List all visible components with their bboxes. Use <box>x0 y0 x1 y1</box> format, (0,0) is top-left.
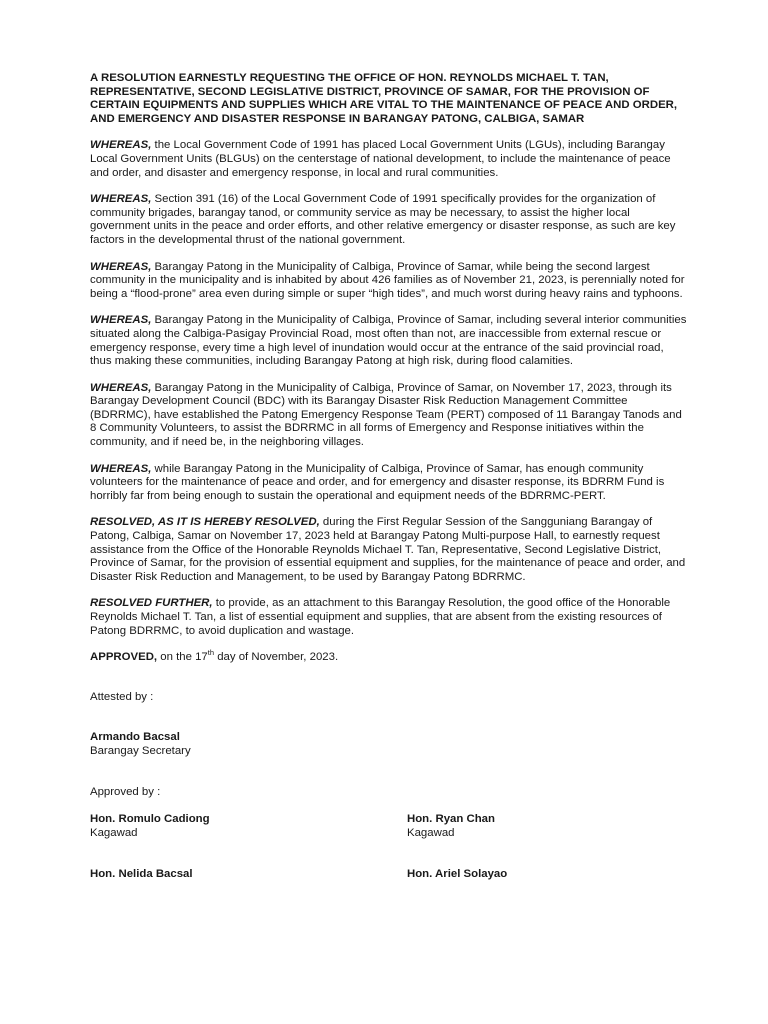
paragraph-lead: WHEREAS, <box>90 260 152 273</box>
resolved-paragraph <box>90 516 688 584</box>
paragraph-text: to provide, as an attachment to this Barangay Resolution, the good office of the Honorable Reynolds Michael T. Tan, a list of essential equipment and supplies, that are absent from the existing resources of Patong BDRRMC, to avoid duplication and wastage. <box>90 597 671 637</box>
signatories-grid <box>90 813 688 893</box>
resolved-further-paragraph <box>90 597 688 638</box>
paragraph-text: the Local Government Code of 1991 has placed Local Government Units (LGUs), including Barangay Local Government Units (BLGUs) on the centerstage of national development, to include the maintenance of peace and order, and disaster and emergency response, in local and rural communities. <box>90 139 671 179</box>
signatory-name: Hon. Ryan Chan <box>407 813 495 826</box>
signatory-name: Hon. Nelida Bacsal <box>90 868 193 881</box>
secretary-role: Barangay Secretary <box>90 744 191 757</box>
approved-text-before: on the 17 <box>157 651 208 664</box>
whereas-paragraph-3 <box>90 261 688 302</box>
paragraph-lead: WHEREAS, <box>90 381 152 394</box>
paragraph-lead: RESOLVED, AS IT IS HEREBY RESOLVED, <box>90 516 320 529</box>
paragraph-lead: WHEREAS, <box>90 462 152 475</box>
signatory-nelida-bacsal <box>90 868 193 882</box>
signatory-name: Hon. Romulo Cadiong <box>90 813 210 826</box>
paragraph-text: Barangay Patong in the Municipality of Calbiga, Province of Samar, including several interior communities situated along the Calbiga-Pasigay Provincial Road, most often than not, are inaccessible from external rescue or emergency response, every time a high level of inundation would occur at the entrance of the said provincial road, thus making these communities, including Barangay Patong at high risk, during flood calamities. <box>90 314 687 368</box>
paragraph-text: during the First Regular Session of the Sangguniang Barangay of Patong, Calbiga, Samar on November 17, 2023 held at Barangay Patong Multi-purpose Hall, to earnestly request assistance from the Office of the Honorable Reynolds Michael T. Tan, Representative, Second Legislative District, Province of Samar, for the provision of essential equipment and supplies, for the maintenance of peace and order, and Disaster Risk Reduction and Management, to be used by Barangay Patong BDRRMC. <box>90 516 686 583</box>
signatory-role: Kagawad <box>90 826 138 839</box>
paragraph-lead: WHEREAS, <box>90 139 152 152</box>
resolution-title: A RESOLUTION EARNESTLY REQUESTING THE OFFICE OF HON. REYNOLDS MICHAEL T. TAN, REPRESENTATIVE, SECOND LEGISLATIVE DISTRICT, PROVINCE OF SAMAR, FOR THE PROVISION OF CERTAIN EQUIPMENTS AND SUPPLIES WHICH ARE VITAL TO THE MAINTENANCE OF PEACE AND ORDER, AND EMERGENCY AND DISASTER RESPONSE IN BARANGAY PATONG, CALBIGA, SAMAR <box>90 72 678 125</box>
whereas-paragraph-4 <box>90 314 688 368</box>
whereas-paragraph-2 <box>90 193 688 247</box>
approved-by-label: Approved by : <box>90 785 161 798</box>
approved-lead: APPROVED, <box>90 651 158 664</box>
signatory-romulo-cadiong <box>90 813 210 840</box>
approved-text-after: day of November, 2023. <box>214 651 339 664</box>
secretary-signature-block <box>90 731 688 758</box>
whereas-paragraph-5 <box>90 382 688 450</box>
whereas-paragraph-1 <box>90 139 688 180</box>
paragraph-lead: WHEREAS, <box>90 314 152 327</box>
signatory-name: Hon. Ariel Solayao <box>407 868 508 881</box>
paragraph-lead: WHEREAS, <box>90 193 152 206</box>
whereas-paragraph-6 <box>90 463 688 504</box>
paragraph-text: Section 391 (16) of the Local Government Code of 1991 specifically provides for the organization of community brigades, barangay tanod, or community service as may be necessary, to assist the higher local government units in the peace and order efforts, and other relative emergency or disaster response, as such are key factors in the developmental thrust of the national government. <box>90 193 676 246</box>
approved-day-suffix: th <box>207 648 215 658</box>
attested-by-label: Attested by : <box>90 690 154 703</box>
resolution-document <box>90 72 688 893</box>
signatory-role: Kagawad <box>407 826 455 839</box>
approved-date-line <box>90 648 688 665</box>
signatory-ryan-chan <box>407 813 495 840</box>
secretary-name: Armando Bacsal <box>90 731 180 744</box>
paragraph-text: while Barangay Patong in the Municipality of Calbiga, Province of Samar, has enough community volunteers for the maintenance of peace and order, and for emergency and disaster response, its BDRRM Fund is horribly far from being enough to sustain the operational and equipment needs of the BDRRMC-PERT. <box>90 462 665 502</box>
paragraph-lead: RESOLVED FURTHER, <box>90 597 213 610</box>
paragraph-text: Barangay Patong in the Municipality of Calbiga, Province of Samar, while being the second largest community in the municipality and is inhabited by about 426 families as of November 21, 2023, is perennially noted for being a “flood-prone” area even during simple or super “high tides”, and much worst during heavy rains and typhoons. <box>90 260 685 300</box>
signatory-ariel-solayao <box>407 868 507 882</box>
paragraph-text: Barangay Patong in the Municipality of Calbiga, Province of Samar, on November 17, 2023, through its Barangay Development Council (BDC) with its Barangay Disaster Risk Reduction Management Committee (BDRRMC), have established the Patong Emergency Response Team (PERT) composed of 11 Barangay Tanods and 8 Community Volunteers, to assist the BDRRMC in all forms of Emergency and Response initiatives within the community, and if need be, in the neighboring villages. <box>90 381 682 449</box>
